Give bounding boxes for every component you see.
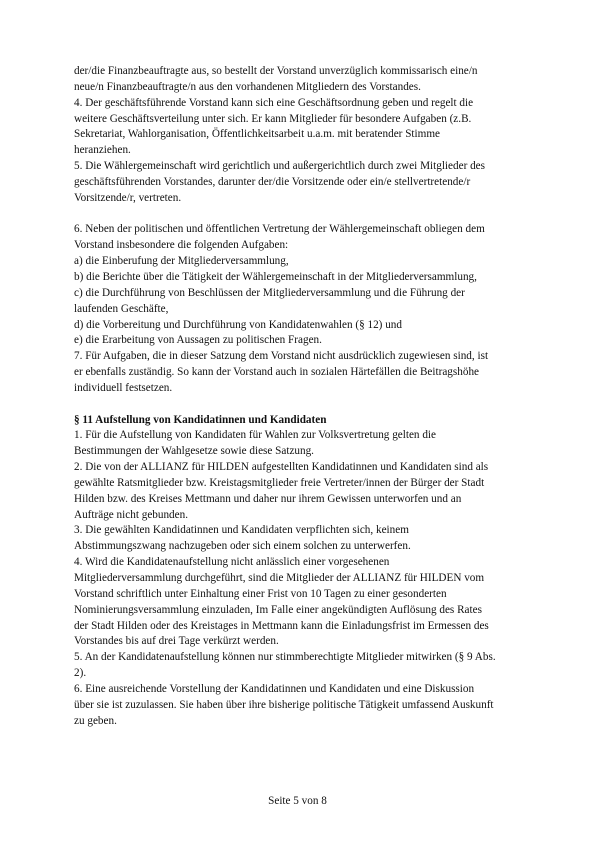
section-heading xyxy=(74,413,534,429)
text-line: 7. Für Aufgaben, die in dieser Satzung dem Vorstand nicht ausdrücklich zugewiesen sind, ist xyxy=(74,350,489,363)
text-line: laufenden Geschäfte, xyxy=(74,302,169,315)
text-line: d) die Vorbereitung und Durchführung von Kandidatenwahlen (§ 12) und xyxy=(74,318,402,331)
paragraph-block xyxy=(74,64,534,207)
text-line: 3. Die gewählten Kandidatinnen und Kandidaten verpflichten sich, keinem xyxy=(74,524,409,537)
text-line: Vorstand schriftlich unter Einhaltung einer Frist von 10 Tagen zu einer gesonderten xyxy=(74,587,447,600)
paragraph-block xyxy=(74,428,534,729)
text-line: c) die Durchführung von Beschlüssen der Mitgliederversammlung und die Führung der xyxy=(74,286,465,299)
text-line: individuell festsetzen. xyxy=(74,381,173,394)
text-line: Nominierungsversammlung einzuladen, Im Falle einer angekündigten Auflösung des Rates xyxy=(74,603,482,616)
text-line: neue/n Finanzbeauftragte/n aus den vorhandenen Mitgliedern des Vorstandes. xyxy=(74,80,421,93)
text-line: Mitgliederversammlung durchgeführt, sind die Mitglieder der ALLIANZ für HILDEN vom xyxy=(74,572,485,584)
text-line: 5. An der Kandidatenaufstellung können nur stimmberechtigte Mitglieder mitwirken (§ 9 Abs. xyxy=(74,651,496,664)
text-line: b) die Berichte über die Tätigkeit der Wählergemeinschaft in der Mitgliederversammlung, xyxy=(74,270,477,283)
text-line: weitere Geschäftsverteilung unter sich. Er kann Mitglieder für besondere Aufgaben (z.B. xyxy=(74,112,472,125)
page-number: Seite 5 von 8 xyxy=(268,795,327,807)
text-line: heranziehen. xyxy=(74,144,131,157)
text-line: a) die Einberufung der Mitgliederversammlung, xyxy=(74,255,289,268)
text-line: Bestimmungen der Wahlgesetze sowie diese Satzung. xyxy=(74,445,314,458)
text-line: zu geben. xyxy=(74,714,117,727)
text-line: Vorstand insbesondere die folgenden Aufgaben: xyxy=(74,239,289,252)
text-line: der Stadt Hilden oder des Kreistages in Mettmann kann die Einladungsfrist im Ermessen des xyxy=(74,619,489,632)
text-line: 4. Der geschäftsführende Vorstand kann sich eine Geschäftsordnung geben und regelt die xyxy=(74,96,474,109)
text-line: 5. Die Wählergemeinschaft wird gerichtlich und außergerichtlich durch zwei Mitglieder des xyxy=(74,160,485,173)
text-line: 1. Für die Aufstellung von Kandidaten für Wahlen zur Volksvertretung gelten die xyxy=(74,429,436,442)
text-line: Sekretariat, Wahlorganisation, Öffentlichkeitsarbeit u.a.m. mit beratender Stimme xyxy=(74,128,441,141)
text-line: 6. Neben der politischen und öffentlichen Vertretung der Wählergemeinschaft obliegen dem xyxy=(74,223,485,236)
text-line: gewählte Ratsmitglieder bzw. Kreistagsmitglieder freie Vertreter/innen der Bürger der Stadt xyxy=(74,476,485,489)
text-line: Abstimmungszwang nachzugeben oder sich einem solchen zu unterwerfen. xyxy=(74,540,411,553)
paragraph-block xyxy=(74,222,534,396)
text-line: über sie ist zuzulassen. Sie haben über ihre bisherige politische Tätigkeit umfassend Auskunft xyxy=(74,698,494,711)
text-line: er ebenfalls zuständig. So kann der Vorstand auch in sozialen Härtefällen die Beitragshöhe xyxy=(74,366,480,379)
text-line: Vorstandes bis auf drei Tage verkürzt werden. xyxy=(74,635,279,648)
text-line: 2. Die von der ALLIANZ für HILDEN aufgestellten Kandidatinnen und Kandidaten sind als xyxy=(74,461,489,474)
text-line: geschäftsführenden Vorstandes, darunter der/die Vorsitzende oder ein/e stellvertretende/r xyxy=(74,175,471,188)
text-line: Vorsitzende/r, vertreten. xyxy=(74,191,182,204)
paragraph-spacer xyxy=(74,397,534,413)
text-line: Hilden bzw. des Kreises Mettmann und daher nur ihrem Gewissen unterworfen und an xyxy=(74,492,462,505)
text-line: e) die Erarbeitung von Aussagen zu politischen Fragen. xyxy=(74,334,322,347)
text-line: 6. Eine ausreichende Vorstellung der Kandidatinnen und Kandidaten und eine Diskussion xyxy=(74,682,475,695)
paragraph-spacer xyxy=(74,207,534,223)
text-line: der/die Finanzbeauftragte aus, so bestellt der Vorstand unverzüglich kommissarisch eine/n xyxy=(74,65,478,77)
document-body xyxy=(74,64,534,729)
text-line: Aufträge nicht gebunden. xyxy=(74,508,189,521)
text-line: 2). xyxy=(74,667,87,680)
text-line: 4. Wird die Kandidatenaufstellung nicht anlässlich einer vorgesehenen xyxy=(74,556,390,569)
heading-line: § 11 Aufstellung von Kandidatinnen und Kandidaten xyxy=(74,413,327,426)
